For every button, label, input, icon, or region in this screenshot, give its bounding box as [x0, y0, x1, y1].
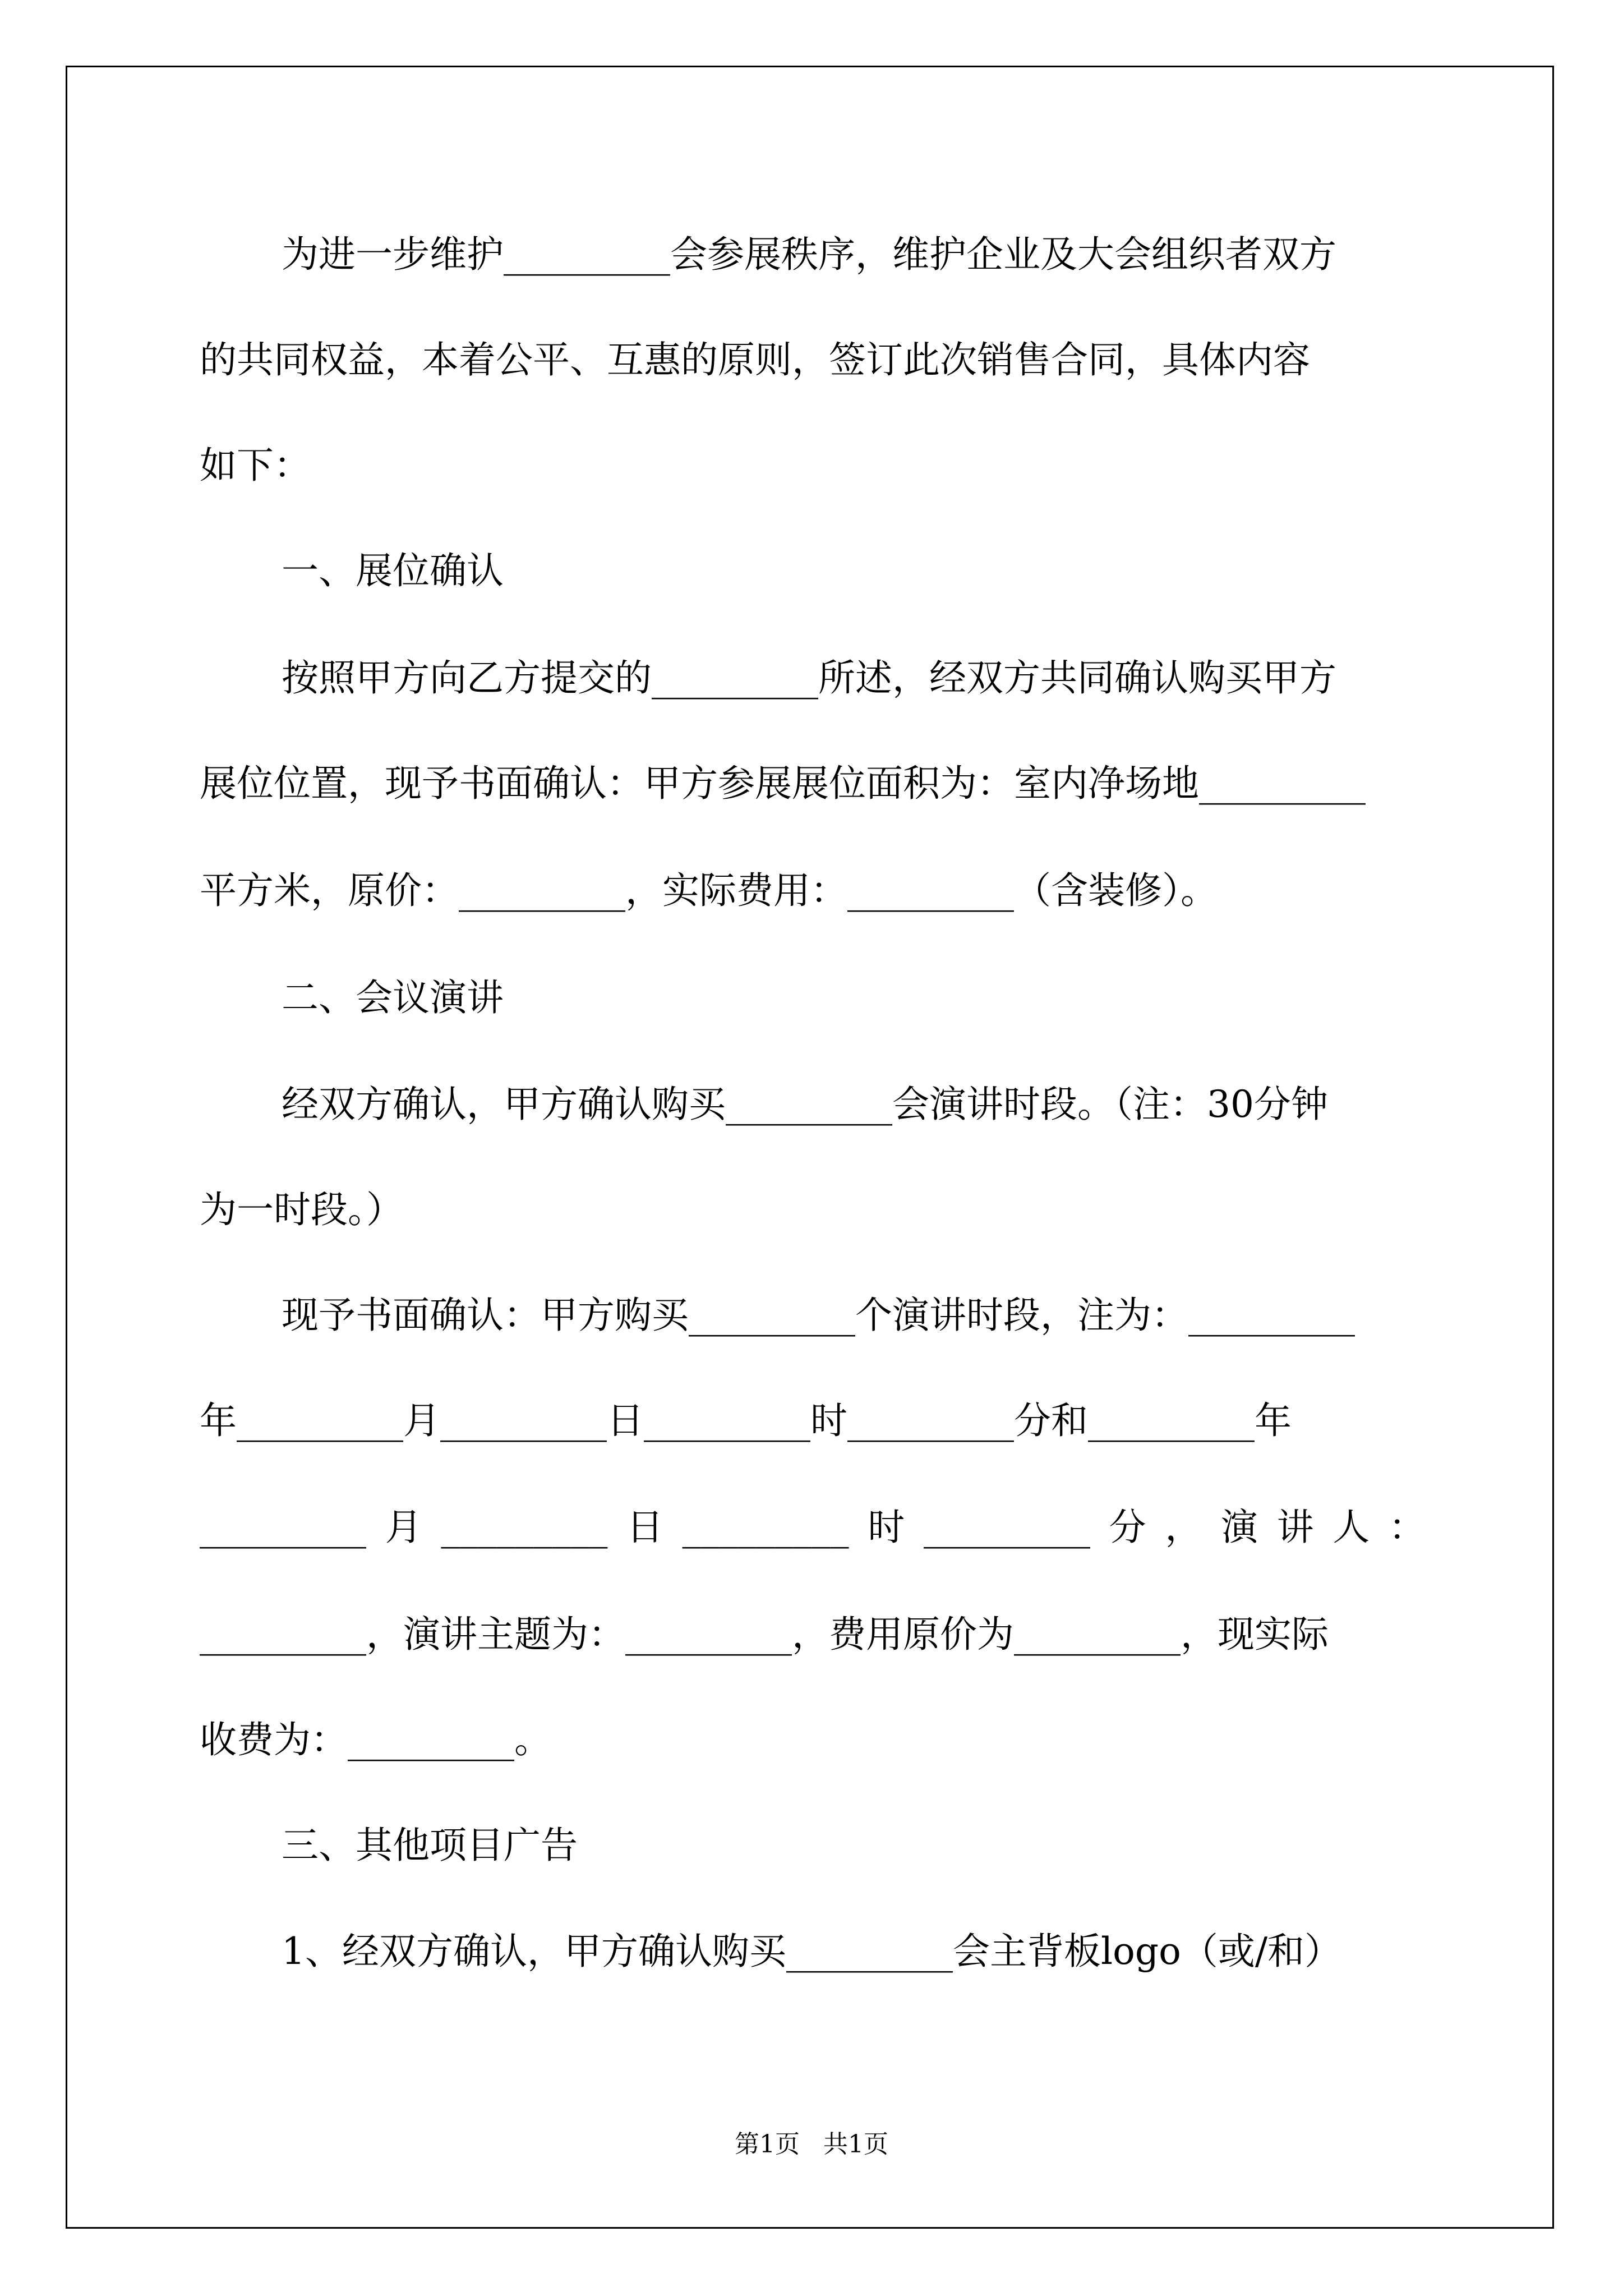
- paragraph-line: 为进一步维护_________会参展秩序，维护企业及大会组织者双方: [282, 233, 1336, 276]
- paragraph-line: 的共同权益，本着公平、互惠的原则，签订此次销售合同，具体内容: [200, 338, 1310, 381]
- page-footer: 第1页 共1页: [735, 2130, 888, 2159]
- paragraph-line: 平方米，原价：_________，实际费用：_________（含装修）。: [200, 869, 1218, 912]
- section-heading: 三、其他项目广告: [282, 1824, 578, 1867]
- paragraph-line: 经双方确认，甲方确认购买_________会演讲时段。（注：30分钟: [282, 1083, 1328, 1126]
- paragraph-line: 收费为：_________。: [200, 1718, 551, 1761]
- paragraph-line: 为一时段。）: [200, 1188, 403, 1231]
- paragraph-line: 现予书面确认：甲方购买_________个演讲时段，注为：_________: [282, 1294, 1355, 1337]
- paragraph-line: 年_________月_________日_________时_________分和_________年: [200, 1399, 1292, 1442]
- paragraph-line: 按照甲方向乙方提交的_________所述，经双方共同确认购买甲方: [282, 656, 1336, 700]
- page-border: [66, 66, 1554, 2229]
- paragraph-line: _________，演讲主题为：_________，费用原价为_________，现实际: [200, 1613, 1329, 1656]
- paragraph-line: 1、经双方确认，甲方确认购买_________会主背板logo（或/和）: [282, 1930, 1342, 1973]
- paragraph-line: 展位位置，现予书面确认：甲方参展展位面积为：室内净场地_________: [200, 762, 1366, 805]
- section-heading: 一、展位确认: [282, 549, 504, 592]
- paragraph-line: 如下：: [200, 444, 311, 487]
- section-heading: 二、会议演讲: [282, 976, 504, 1019]
- paragraph-line: _________月_________日_________时_________分，演讲人：: [200, 1506, 1426, 1549]
